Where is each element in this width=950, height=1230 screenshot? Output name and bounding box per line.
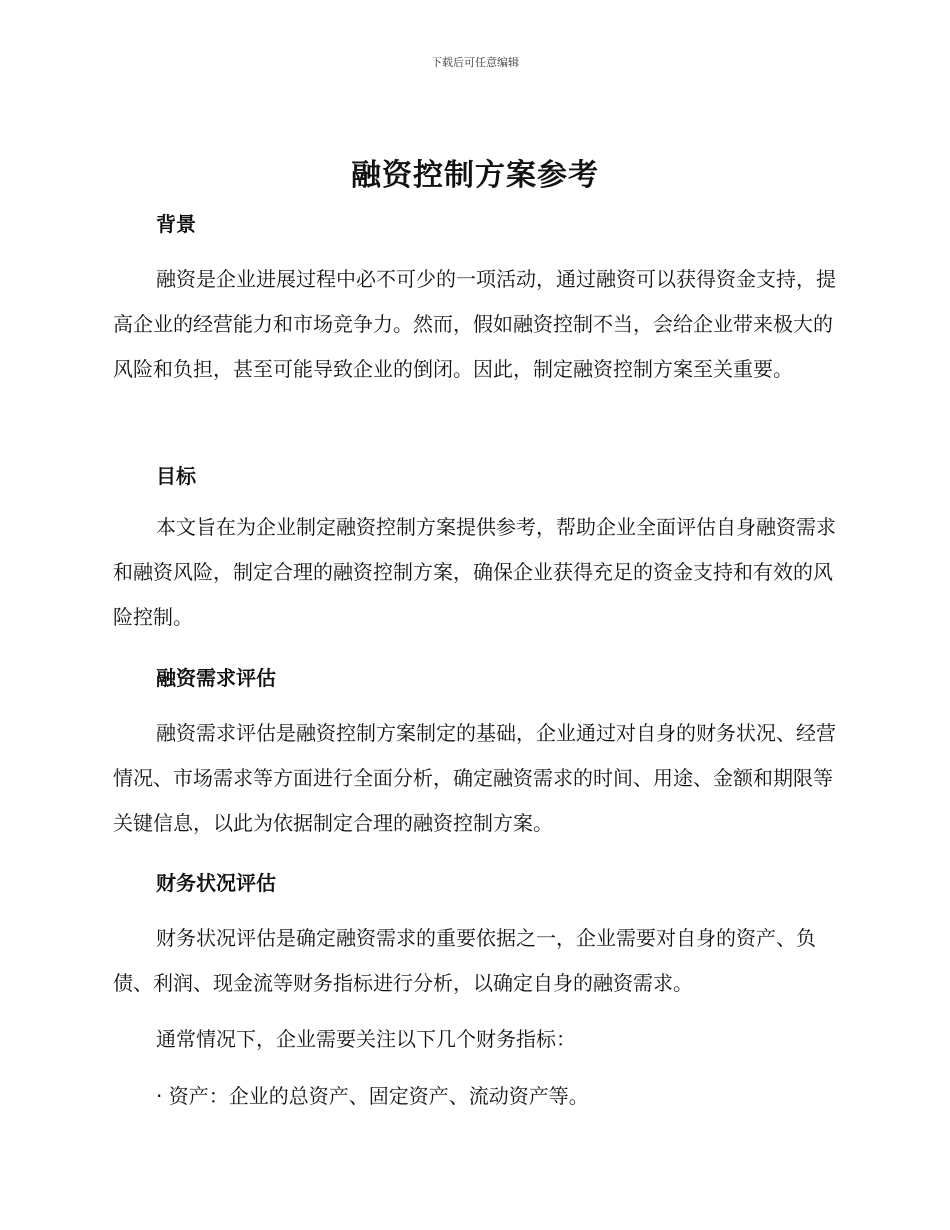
section-heading-financial-status: 财务状况评估 [156, 871, 276, 895]
list-item: · 资产：企业的总资产、固定资产、流动资产等。 [156, 1084, 589, 1108]
section-paragraph-financial-indicators: 通常情况下，企业需要关注以下几个财务指标： [156, 1027, 576, 1051]
section-paragraph-background: 融资是企业进展过程中必不可少的一项活动，通过融资可以获得资金支持，提高企业的经营能力和市场竞争力。然而，假如融资控制不当，会给企业带来极大的风险和负担，甚至可能导致企业的倒闭。因此，制定融资控制方案至关重要。 [113, 267, 836, 381]
section-paragraph-financing-needs: 融资需求评估是融资控制方案制定的基础，企业通过对自身的财务状况、经营情况、市场需求等方面进行全面分析，确定融资需求的时间、用途、金额和期限等关键信息，以此为依据制定合理的融资控制方案。 [113, 721, 836, 835]
section-paragraph-goal: 本文旨在为企业制定融资控制方案提供参考，帮助企业全面评估自身融资需求和融资风险，制定合理的融资控制方案，确保企业获得充足的资金支持和有效的风险控制。 [113, 515, 836, 629]
section-heading-financing-needs: 融资需求评估 [156, 666, 276, 690]
section-paragraph-financial-status: 财务状况评估是确定融资需求的重要依据之一，企业需要对自身的资产、负债、利润、现金流等财务指标进行分析，以确定自身的融资需求。 [113, 926, 816, 995]
section-heading-goal: 目标 [156, 464, 196, 488]
header-note: 下载后可任意编辑 [431, 56, 519, 69]
document-title: 融资控制方案参考 [351, 158, 599, 193]
section-heading-background: 背景 [156, 212, 196, 236]
